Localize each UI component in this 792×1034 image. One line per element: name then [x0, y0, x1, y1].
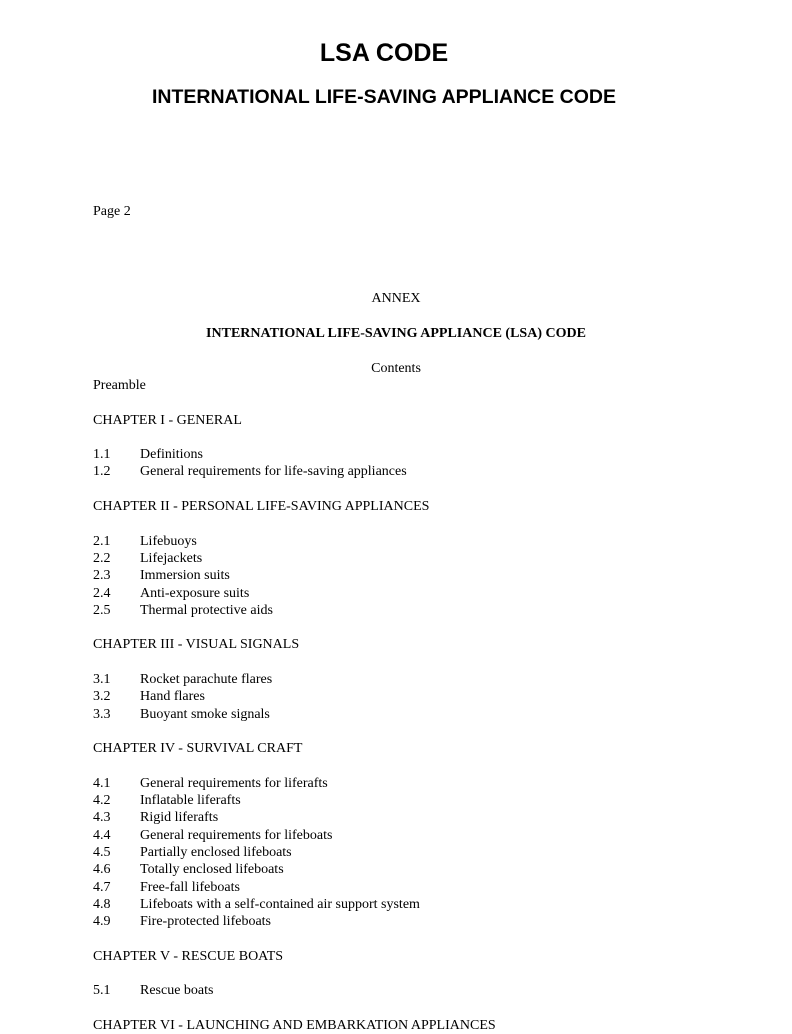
toc-item-number: 3.1	[93, 672, 111, 688]
toc-item	[93, 861, 733, 878]
toc-item-title: Rocket parachute flares	[140, 672, 273, 688]
toc-preamble: Preamble	[93, 378, 146, 393]
toc-item-number: 4.7	[93, 879, 111, 895]
toc-chapter	[93, 1017, 733, 1034]
toc-item-number: 2.5	[93, 602, 111, 618]
toc-item-number: 4.1	[93, 775, 111, 791]
chapter-title: CHAPTER I - GENERAL	[93, 412, 242, 428]
toc-item-title: Anti-exposure suits	[140, 585, 250, 601]
toc-item-title: Inflatable liferafts	[140, 793, 241, 809]
toc-item	[93, 809, 733, 826]
toc-item-number: 3.3	[93, 706, 111, 722]
toc-item-number: 2.1	[93, 533, 111, 549]
toc-chapter	[93, 498, 733, 619]
toc-item-title: Partially enclosed lifeboats	[140, 845, 292, 861]
toc-item	[93, 671, 733, 688]
toc-item-title: Immersion suits	[140, 568, 230, 584]
toc-item	[93, 775, 733, 792]
toc-item-number: 4.9	[93, 914, 111, 930]
toc-item-number: 2.3	[93, 568, 111, 584]
toc-item-title: Rigid liferafts	[140, 810, 219, 826]
toc-item-number: 2.4	[93, 585, 111, 601]
toc-item	[93, 533, 733, 550]
toc-item-number: 3.2	[93, 689, 111, 705]
chapter-item-list	[93, 775, 733, 931]
toc-chapter	[93, 948, 733, 1000]
toc-item	[93, 844, 733, 861]
toc-item-number: 1.2	[93, 464, 111, 480]
chapter-title: CHAPTER IV - SURVIVAL CRAFT	[93, 741, 303, 757]
toc-item	[93, 550, 733, 567]
chapter-title: CHAPTER III - VISUAL SIGNALS	[93, 637, 300, 653]
document-title: LSA CODE	[319, 39, 449, 67]
toc-item	[93, 827, 733, 844]
toc-item	[93, 585, 733, 602]
toc-item-title: Lifebuoys	[140, 533, 197, 549]
page-number: Page 2	[93, 204, 131, 219]
toc-item	[93, 688, 733, 705]
toc-item-title: General requirements for liferafts	[140, 775, 328, 791]
toc-item-number: 5.1	[93, 983, 111, 999]
toc-item	[93, 792, 733, 809]
annex-heading: ANNEX	[371, 291, 421, 306]
toc-item-title: Rescue boats	[140, 983, 214, 999]
toc-item-title: Lifejackets	[140, 550, 203, 566]
toc-item-title: Free-fall lifeboats	[140, 879, 240, 895]
toc-item	[93, 567, 733, 584]
toc-item-number: 4.6	[93, 862, 111, 878]
toc-chapter	[93, 412, 733, 481]
toc-chapter	[93, 636, 733, 722]
toc-item-number: 4.4	[93, 827, 111, 843]
toc-item-number: 4.8	[93, 896, 111, 912]
toc-item	[93, 446, 733, 463]
toc-item-number: 4.2	[93, 793, 111, 809]
toc-item-title: General requirements for lifeboats	[140, 827, 333, 843]
toc-item-number: 4.5	[93, 845, 111, 861]
toc-item-number: 2.2	[93, 550, 111, 566]
chapter-item-list	[93, 446, 733, 481]
toc-item-title: General requirements for life-saving appliances	[140, 464, 407, 480]
toc-item-title: Lifeboats with a self-contained air support system	[140, 896, 420, 912]
toc-item	[93, 706, 733, 723]
code-heading: INTERNATIONAL LIFE-SAVING APPLIANCE (LSA) CODE	[206, 326, 586, 341]
document-subtitle: INTERNATIONAL LIFE-SAVING APPLIANCE CODE	[151, 86, 617, 108]
toc-item	[93, 463, 733, 480]
toc-item-number: 1.1	[93, 447, 111, 463]
toc-item-title: Totally enclosed lifeboats	[140, 862, 284, 878]
chapter-title: CHAPTER V - RESCUE BOATS	[93, 948, 284, 964]
toc-item-title: Buoyant smoke signals	[140, 706, 270, 722]
toc-item-number: 4.3	[93, 810, 111, 826]
toc-item	[93, 982, 733, 999]
contents-heading: Contents	[371, 361, 421, 376]
toc-item-title: Thermal protective aids	[140, 602, 273, 618]
toc-item	[93, 879, 733, 896]
toc-item	[93, 602, 733, 619]
chapter-title: CHAPTER II - PERSONAL LIFE-SAVING APPLIANCES	[93, 499, 430, 515]
toc-item-title: Hand flares	[140, 689, 205, 705]
chapter-item-list	[93, 671, 733, 723]
toc-item	[93, 896, 733, 913]
table-of-contents	[93, 377, 733, 1034]
chapter-item-list	[93, 533, 733, 619]
toc-item-title: Fire-protected lifeboats	[140, 914, 272, 930]
toc-item	[93, 913, 733, 930]
toc-chapter	[93, 740, 733, 930]
chapter-title: CHAPTER VI - LAUNCHING AND EMBARKATION APPLIANCES	[93, 1017, 496, 1033]
chapter-item-list	[93, 982, 733, 999]
toc-item-title: Definitions	[140, 447, 203, 463]
